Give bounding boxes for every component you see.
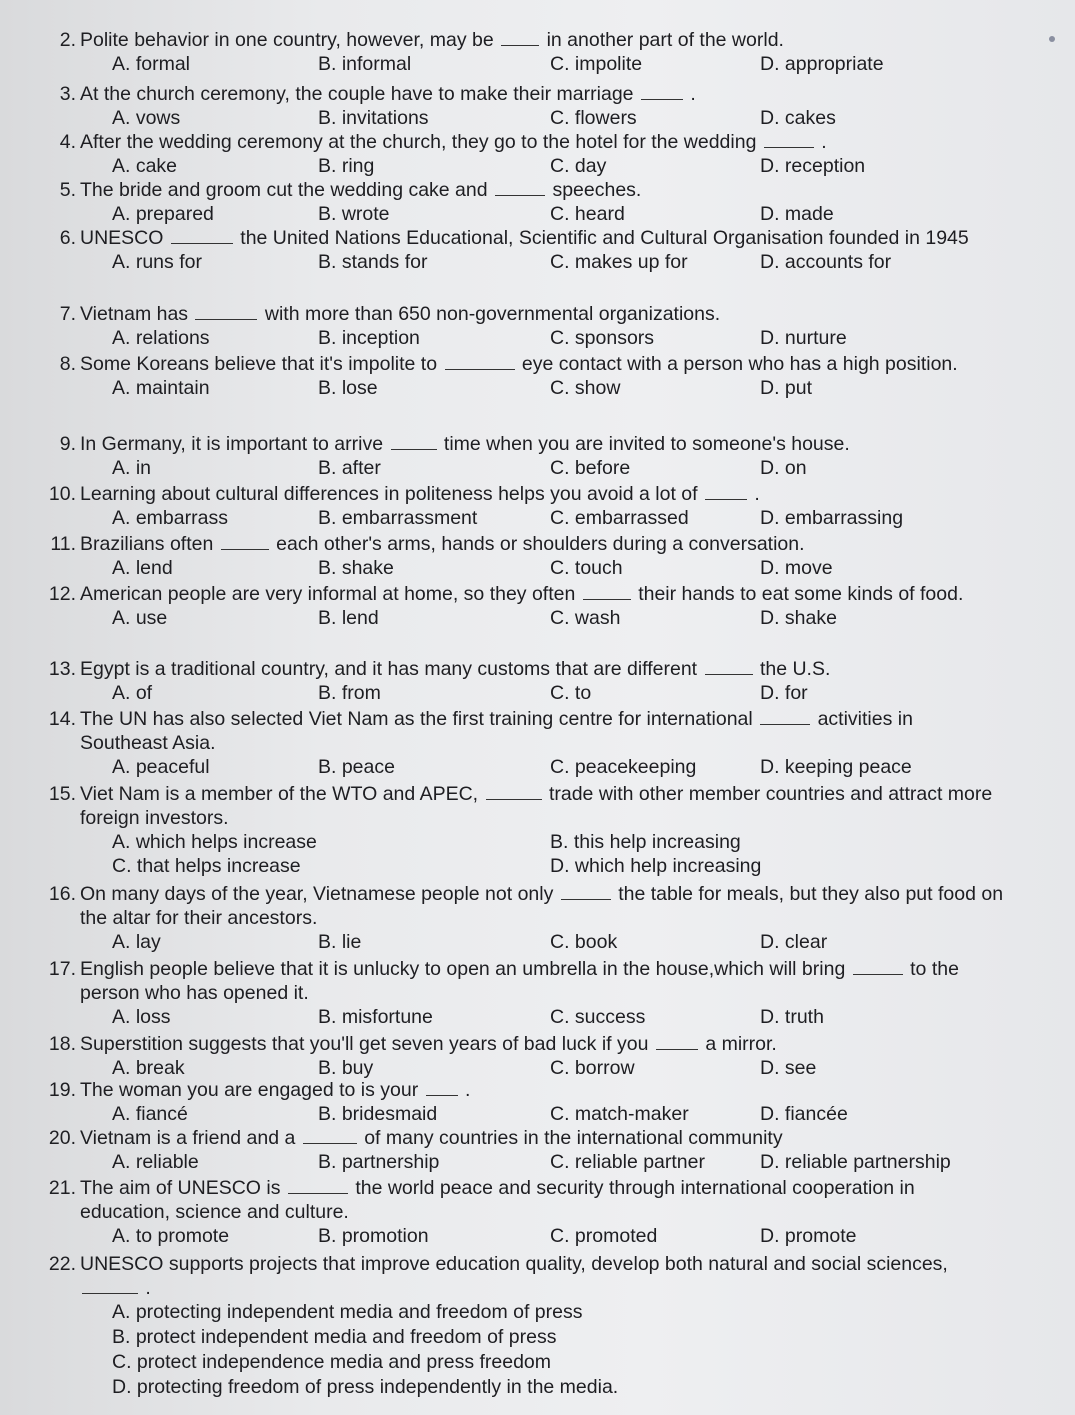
answer-option[interactable]: D. accounts for (760, 251, 892, 273)
answer-blank[interactable] (195, 303, 257, 320)
answer-option[interactable]: C. touch (550, 557, 623, 579)
question-text-after-blank: . (821, 131, 827, 153)
answer-option[interactable]: D. fiancée (760, 1103, 848, 1125)
question-stem (0, 1032, 1075, 1056)
answer-option[interactable]: A. break (112, 1057, 185, 1079)
answer-option[interactable]: A. embarrass (112, 507, 228, 529)
question-text-before-blank: On many days of the year, Vietnamese people not only (80, 883, 554, 905)
question-number: 9. (59, 433, 76, 455)
options-row (0, 326, 1075, 350)
answer-option[interactable]: B. partnership (318, 1151, 440, 1173)
question-item (0, 707, 1075, 779)
question-text-after-blank: with more than 650 non-governmental organizations. (264, 303, 721, 325)
question-text-after-blank: activities in Southeast Asia. (80, 708, 913, 754)
answer-blank[interactable] (486, 783, 542, 800)
answer-blank[interactable] (82, 1277, 138, 1294)
question-number: 5. (59, 179, 76, 201)
question-text-after-blank: the U.S. (759, 658, 831, 680)
question-text-after-blank: . (754, 483, 760, 505)
options-row (0, 1150, 1075, 1174)
question-item (0, 28, 1075, 76)
question-stem (0, 882, 1075, 930)
answer-option[interactable]: A. relations (112, 327, 210, 349)
answer-option[interactable]: C. that helps increase (112, 855, 301, 877)
options-row (0, 1005, 1075, 1029)
question-item (0, 1176, 1075, 1248)
answer-option[interactable]: D. shake (760, 607, 837, 629)
question-number: 4. (59, 131, 76, 153)
answer-option[interactable]: A. in (112, 457, 152, 479)
answer-option[interactable]: C. protect independence media and press freedom (112, 1351, 552, 1373)
question-stem (0, 707, 1075, 755)
question-text-before-blank: After the wedding ceremony at the church, they go to the hotel for the wedding (80, 131, 757, 153)
answer-option[interactable]: C. borrow (550, 1057, 635, 1079)
answer-blank[interactable] (705, 658, 753, 675)
answer-option[interactable]: A. runs for (112, 251, 202, 273)
answer-option[interactable]: B. informal (318, 53, 412, 75)
question-text-after-blank: time when you are invited to someone's house. (443, 433, 850, 455)
question-number: 8. (59, 353, 76, 375)
answer-option[interactable]: A. use (112, 607, 168, 629)
question-number: 15. (48, 783, 76, 805)
question-number: 20. (48, 1127, 76, 1149)
question-number: 2. (59, 29, 76, 51)
answer-option[interactable]: B. after (318, 457, 381, 479)
question-stem (0, 178, 1075, 202)
options-row (0, 506, 1075, 530)
answer-blank[interactable] (760, 708, 810, 725)
question-text-after-blank: . (690, 83, 696, 105)
options-row (0, 1102, 1075, 1126)
answer-option[interactable]: C. flowers (550, 107, 637, 129)
question-number: 14. (48, 708, 76, 730)
question-text-before-blank: Some Koreans believe that it's impolite to (80, 353, 438, 375)
question-text-before-blank: Egypt is a traditional country, and it has many customs that are different (80, 658, 698, 680)
answer-option[interactable]: C. embarrassed (550, 507, 689, 529)
answer-option[interactable]: B. invitations (318, 107, 429, 129)
question-stem (0, 957, 1075, 1005)
question-text-after-blank: . (465, 1079, 471, 1101)
options-row (0, 456, 1075, 480)
answer-option[interactable]: C. day (550, 155, 607, 177)
question-item (0, 882, 1075, 954)
question-item (0, 582, 1075, 630)
question-text-before-blank: The bride and groom cut the wedding cake and (80, 179, 488, 201)
question-text-before-blank: English people believe that it is unlucky to open an umbrella in the house,which will bring (80, 958, 846, 980)
question-text-before-blank: Vietnam has (80, 303, 189, 325)
answer-blank[interactable] (391, 433, 437, 450)
answer-option[interactable]: A. fiancé (112, 1103, 188, 1125)
answer-option[interactable]: C. promoted (550, 1225, 658, 1247)
question-stem (0, 302, 1075, 326)
answer-option[interactable]: B. lie (318, 931, 362, 953)
answer-blank[interactable] (583, 583, 631, 600)
answer-option[interactable]: D. put (760, 377, 813, 399)
question-text-after-blank: eye contact with a person who has a high position. (521, 353, 958, 375)
question-stem (0, 1126, 1075, 1150)
question-item (0, 1252, 1075, 1400)
answer-option[interactable]: B. this help increasing (550, 831, 741, 853)
question-text-before-blank: Learning about cultural differences in politeness helps you avoid a lot of (80, 483, 698, 505)
options-list (0, 1300, 1075, 1400)
question-number: 3. (59, 83, 76, 105)
question-number: 19. (48, 1079, 76, 1101)
options-row (0, 606, 1075, 630)
answer-option[interactable]: B. protect independent media and freedom of press (112, 1326, 557, 1348)
answer-option[interactable]: B. wrote (318, 203, 390, 225)
question-text-after-blank: trade with other member countries and attract more foreign investors. (80, 783, 993, 829)
question-number: 13. (48, 658, 76, 680)
answer-option[interactable]: C. before (550, 457, 631, 479)
question-item (0, 352, 1075, 400)
answer-blank[interactable] (303, 1127, 357, 1144)
question-number: 12. (48, 583, 76, 605)
answer-option[interactable]: B. misfortune (318, 1006, 433, 1028)
question-text-before-blank: The aim of UNESCO is (80, 1177, 281, 1199)
question-item (0, 1078, 1075, 1126)
question-number: 11. (50, 533, 76, 555)
question-stem (0, 782, 1075, 830)
question-item (0, 302, 1075, 350)
answer-option[interactable]: D. nurture (760, 327, 847, 349)
answer-option[interactable]: D. promote (760, 1225, 857, 1247)
question-stem (0, 432, 1075, 456)
options-row (0, 106, 1075, 130)
answer-blank[interactable] (853, 958, 903, 975)
question-text-before-blank: At the church ceremony, the couple have to make their marriage (80, 83, 634, 105)
answer-option[interactable]: D. truth (760, 1006, 824, 1028)
answer-option[interactable]: D. reception (760, 155, 866, 177)
answer-option[interactable]: A. lend (112, 557, 173, 579)
answer-option[interactable]: C. to (550, 682, 592, 704)
answer-blank[interactable] (641, 83, 683, 100)
question-item (0, 782, 1075, 878)
question-text-before-blank: Polite behavior in one country, however, may be (80, 29, 494, 51)
question-text-after-blank: in another part of the world. (546, 29, 784, 51)
answer-option[interactable]: D. appropriate (760, 53, 884, 75)
answer-option[interactable]: A. to promote (112, 1225, 230, 1247)
question-stem (0, 532, 1075, 556)
question-stem (0, 82, 1075, 106)
answer-option[interactable]: A. prepared (112, 203, 214, 225)
answer-option[interactable]: C. makes up for (550, 251, 688, 273)
answer-option[interactable]: B. lose (318, 377, 378, 399)
answer-blank[interactable] (656, 1033, 698, 1050)
answer-option[interactable]: B. stands for (318, 251, 428, 273)
question-text-before-blank: The UN has also selected Viet Nam as the first training centre for international (80, 708, 753, 730)
answer-option[interactable]: A. peaceful (112, 756, 210, 778)
answer-blank[interactable] (221, 533, 269, 550)
answer-option[interactable]: A. of (112, 682, 153, 704)
question-number: 22. (48, 1253, 76, 1275)
options-row (0, 376, 1075, 400)
question-text-after-blank: the table for meals, but they also put food on the altar for their ancestors. (80, 883, 1004, 929)
options-row (0, 52, 1075, 76)
question-item (0, 532, 1075, 580)
options-row (0, 830, 1075, 854)
answer-option[interactable]: B. peace (318, 756, 395, 778)
question-text-before-blank: Viet Nam is a member of the WTO and APEC, (80, 783, 479, 805)
question-number: 6. (59, 227, 76, 249)
answer-option[interactable]: B. promotion (318, 1225, 429, 1247)
answer-option[interactable]: B. bridesmaid (318, 1103, 438, 1125)
answer-option[interactable]: D. made (760, 203, 834, 225)
question-number: 18. (48, 1033, 76, 1055)
answer-option[interactable]: C. success (550, 1006, 646, 1028)
answer-option[interactable]: D. which help increasing (550, 855, 762, 877)
options-row (0, 854, 1075, 878)
question-stem (0, 1252, 1075, 1300)
answer-option[interactable]: C. peacekeeping (550, 756, 697, 778)
question-item (0, 657, 1075, 705)
answer-option[interactable]: D. embarrassing (760, 507, 904, 529)
answer-option[interactable]: A. lay (112, 931, 161, 953)
question-text-after-blank: a mirror. (705, 1033, 777, 1055)
answer-option[interactable]: C. sponsors (550, 327, 655, 349)
question-text-before-blank: Brazilians often (80, 533, 214, 555)
question-text-before-blank: Vietnam is a friend and a (80, 1127, 296, 1149)
question-text-before-blank: In Germany, it is important to arrive (80, 433, 384, 455)
answer-blank[interactable] (764, 131, 814, 148)
answer-option[interactable]: A. loss (112, 1006, 171, 1028)
answer-option[interactable]: D. move (760, 557, 833, 579)
answer-blank[interactable] (561, 883, 611, 900)
answer-option[interactable]: C. impolite (550, 53, 643, 75)
answer-option[interactable]: B. ring (318, 155, 375, 177)
question-item (0, 1126, 1075, 1174)
answer-blank[interactable] (288, 1177, 348, 1194)
answer-option[interactable]: B. inception (318, 327, 420, 349)
options-row (0, 556, 1075, 580)
options-row (0, 1224, 1075, 1248)
question-stem (0, 226, 1075, 250)
options-row (0, 154, 1075, 178)
question-text-before-blank: UNESCO (80, 227, 164, 249)
question-stem (0, 28, 1075, 52)
answer-blank[interactable] (501, 29, 539, 46)
question-number: 21. (48, 1177, 76, 1199)
question-text-after-blank: . (145, 1277, 151, 1299)
answer-option[interactable]: D. protecting freedom of press independently in the media. (112, 1376, 619, 1398)
options-row (0, 250, 1075, 274)
answer-option[interactable]: C. wash (550, 607, 621, 629)
question-stem (0, 130, 1075, 154)
answer-option[interactable]: B. shake (318, 557, 394, 579)
options-row (0, 1056, 1075, 1080)
question-stem (0, 582, 1075, 606)
options-row (0, 930, 1075, 954)
question-text-after-blank: the world peace and security through international cooperation in education, science and culture. (80, 1177, 915, 1223)
answer-option[interactable]: D. for (760, 682, 808, 704)
answer-blank[interactable] (705, 483, 747, 500)
question-stem (0, 1176, 1075, 1224)
answer-option[interactable]: A. reliable (112, 1151, 199, 1173)
answer-option[interactable]: D. cakes (760, 107, 836, 129)
question-number: 17. (48, 958, 76, 980)
question-item (0, 1032, 1075, 1080)
answer-option[interactable]: A. vows (112, 107, 181, 129)
answer-option[interactable]: D. see (760, 1057, 817, 1079)
options-row (0, 755, 1075, 779)
question-text-before-blank: American people are very informal at home, so they often (80, 583, 576, 605)
question-item (0, 957, 1075, 1029)
answer-option[interactable]: C. reliable partner (550, 1151, 705, 1173)
answer-option[interactable]: A. maintain (112, 377, 210, 399)
answer-option[interactable]: A. formal (112, 53, 191, 75)
answer-option[interactable]: C. heard (550, 203, 625, 225)
question-item (0, 226, 1075, 274)
question-stem (0, 657, 1075, 681)
question-text-after-blank: to the person who has opened it. (80, 958, 959, 1004)
answer-blank[interactable] (426, 1079, 458, 1096)
answer-option[interactable]: A. protecting independent media and freedom of press (112, 1301, 583, 1323)
question-item (0, 130, 1075, 178)
question-item (0, 482, 1075, 530)
answer-option[interactable]: D. on (760, 457, 807, 479)
question-text-after-blank: each other's arms, hands or shoulders during a conversation. (276, 533, 805, 555)
question-text-after-blank: speeches. (552, 179, 642, 201)
question-item (0, 432, 1075, 480)
answer-option[interactable]: C. match-maker (550, 1103, 689, 1125)
answer-option[interactable]: A. which helps increase (112, 831, 317, 853)
answer-option[interactable]: C. show (550, 377, 621, 399)
question-text-before-blank: The woman you are engaged to is your (80, 1079, 419, 1101)
answer-option[interactable]: C. book (550, 931, 618, 953)
question-text-after-blank: their hands to eat some kinds of food. (638, 583, 964, 605)
answer-option[interactable]: B. from (318, 682, 381, 704)
options-row (0, 681, 1075, 705)
question-item (0, 82, 1075, 130)
answer-blank[interactable] (495, 179, 545, 196)
question-number: 10. (48, 483, 76, 505)
question-text-after-blank: the United Nations Educational, Scientific and Cultural Organisation founded in 1945 (240, 227, 969, 249)
question-stem (0, 352, 1075, 376)
answer-option[interactable]: B. lend (318, 607, 379, 629)
question-text-after-blank: of many countries in the international community (364, 1127, 783, 1149)
answer-option[interactable]: D. reliable partnership (760, 1151, 951, 1173)
question-number: 7. (59, 303, 76, 325)
answer-option[interactable]: D. keeping peace (760, 756, 912, 778)
answer-option[interactable]: B. embarrassment (318, 507, 478, 529)
question-item (0, 178, 1075, 226)
answer-blank[interactable] (171, 227, 233, 244)
answer-option[interactable]: B. buy (318, 1057, 374, 1079)
question-text-before-blank: UNESCO supports projects that improve education quality, develop both natural and social sciences, (80, 1253, 948, 1275)
answer-option[interactable]: D. clear (760, 931, 828, 953)
answer-blank[interactable] (445, 353, 515, 370)
options-row (0, 202, 1075, 226)
question-stem (0, 1078, 1075, 1102)
question-stem (0, 482, 1075, 506)
answer-option[interactable]: A. cake (112, 155, 178, 177)
question-number: 16. (48, 883, 76, 905)
question-text-before-blank: Superstition suggests that you'll get seven years of bad luck if you (80, 1033, 649, 1055)
